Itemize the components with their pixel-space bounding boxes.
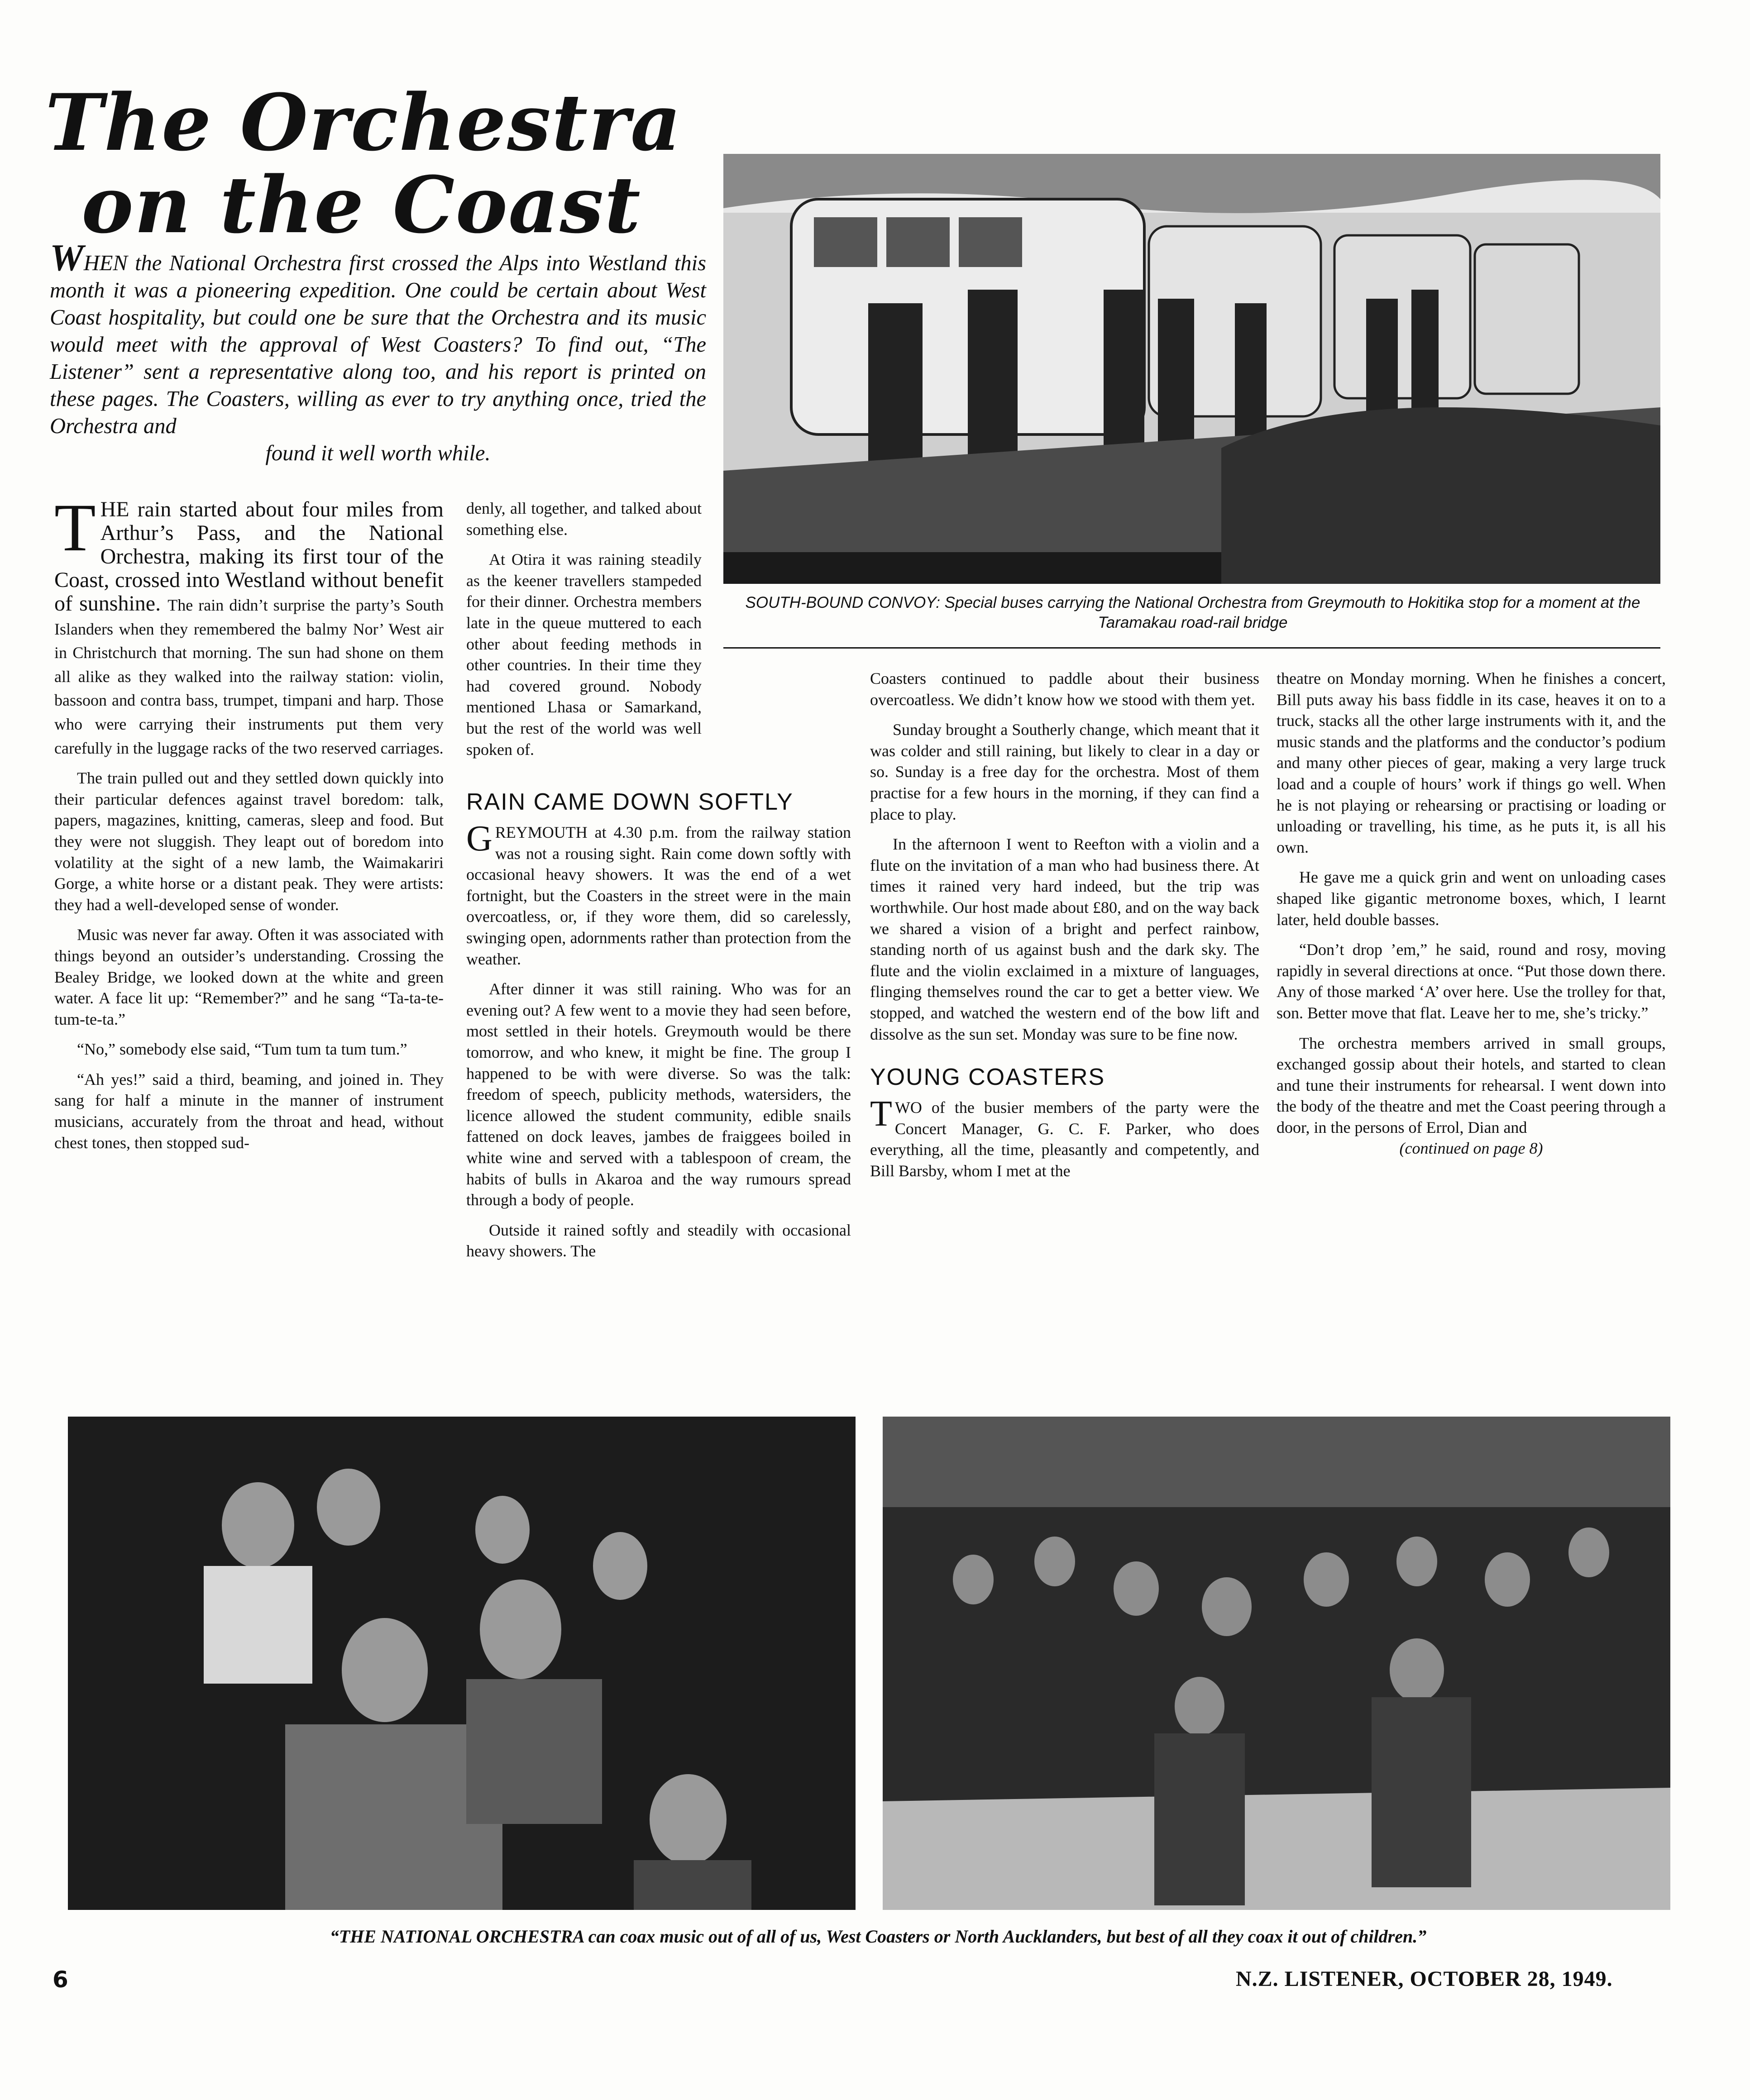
intro-last-line: found it well worth while. [265, 441, 491, 465]
subhead-young-coasters: YOUNG COASTERS [870, 1064, 1105, 1091]
column-1-p3: Music was never far away. Often it was associated with things beyond an outsider’s understanding. Crossing the Bealey Bridge, we looked down at the white and green water. A face lit up: “Remember?” and he sang “Ta-ta-te-tum-te-ta.” [54, 926, 444, 1028]
headline-line-2: on the Coast [81, 159, 641, 251]
intro-drop-cap: W [50, 237, 84, 279]
column-1 [54, 490, 444, 1153]
column-3-p2: Sunday brought a Southerly change, which meant that it was colder and still raining, but likely to clear in a day or so. Sunday is a free day for the orchestra. Most of them practise for a few hours in the morning, if they can find a place to play. [870, 721, 1259, 823]
column-3-p4-text: WO of the busier members of the party were the Concert Manager, G. C. F. Parker, who does everything, all the time, pleasantly and competently, and Bill Barsby, whom I met at the [870, 1098, 1259, 1180]
column-1-lead [54, 490, 444, 759]
column-1-p2: The train pulled out and they settled down quickly into their particular defences against travel boredom: talk, papers, magazines, knitting, cameras, sleep and food. But they were not sluggish. They leapt out of boredom into volatility at the sight of a new lamb, the Waimakariri Gorge, a white horse or a distant peak. They were artists: they had a well-developed sense of wonder. [54, 769, 444, 914]
subhead-rain: RAIN CAME DOWN SOFTLY [466, 789, 794, 815]
column-3-p1: Coasters continued to paddle about their business overcoatless. We didn’t know how we stood with them yet. [870, 669, 1259, 709]
column-3-drop-cap: T [870, 1094, 892, 1134]
headline [45, 76, 715, 251]
column-1-p1: The rain didn’t surprise the party’s South Islanders when they remembered the balmy Nor’ West air in Christchurch that morning. The sun had shone on them all alike as they walked into the railway station: violin, bassoon and contra bass, trumpet, timpani and harp. Those who were carrying their instruments put them very carefully in the luggage racks of the two reserved carriages. [54, 596, 444, 757]
column-2-drop-cap: G [466, 819, 492, 859]
column-2-p2: At Otira it was raining steadily as the keener travellers stampeded for their dinner. Orchestra members late in the queue muttered to each other about feeding methods in other countries. In their time they had covered ground. Nobody mentioned Lhasa or Samarkand, but the rest of the world was well spoken of. [466, 550, 702, 759]
headline-line-1: The Orchestra [45, 76, 682, 168]
column-1-lead-text: HE rain started about four miles from Arthur’s Pass, and the National Orchestra, making its first tour of the Coast, crossed into Westland without benefit of sunshine. [54, 497, 444, 616]
children-seated-image [68, 1417, 856, 1910]
column-1-p4: “No,” somebody else said, “Tum tum ta tum tum.” [77, 1040, 407, 1059]
intro-text: HEN the National Orchestra first crossed the Alps into Westland this month it was a pioneering expedition. One could be certain about West Coast hospitality, but could one be sure that the Orchestra and its music would meet with the approval of West Coasters? To find out, “The Listener” sent a representative along too, and his report is printed on these pages. The Coasters, willing as ever to try anything once, tried the Orchestra and [50, 251, 706, 438]
column-4-p1: theatre on Monday morning. When he finishes a concert, Bill puts away his bass fiddle in its case, heaves it on to a truck, stacks all the other large instruments with it, and the music stands and the platforms and the conductor’s podium and many other pieces of gear, making a very large truck load and a couple of hours’ work if things go well. When he is not playing or rehearsing or practising or loading or unloading or travelling, his time, as he puts it, is all his own. [1277, 669, 1666, 856]
column-4 [1277, 668, 1666, 1159]
column-2 [466, 498, 702, 760]
column-2-p1: denly, all together, and talked about something else. [466, 499, 702, 539]
caption-rule [723, 647, 1660, 649]
children-photos-caption: “THE NATIONAL ORCHESTRA can coax music out of all of us, West Coasters or North Aucklanders, but best of all they coax it out of children.” [330, 1926, 1427, 1947]
buses-photo [723, 154, 1660, 584]
children-crowd-photo [883, 1417, 1670, 1910]
page-number: 6 [53, 1966, 68, 1993]
column-2-p5: Outside it rained softly and steadily with occasional heavy showers. The [466, 1221, 851, 1260]
column-4-p2: He gave me a quick grin and went on unloading cases shaped like gigantic metronome boxes, which, I learnt later, held double basses. [1277, 868, 1666, 929]
continued-note: (continued on page 8) [1399, 1139, 1543, 1158]
column-4-p3: “Don’t drop ’em,” he said, round and rosy, moving rapidly in several directions at once. “Put those down there. Any of those marked ‘A’ over here. Use the trolley for that, son. Better move that flat. Leave her to me, she’s tricky.” [1277, 940, 1666, 1022]
column-3-p4 [870, 1094, 1259, 1181]
intro-standfirst [50, 237, 706, 467]
children-seated-photo [68, 1417, 856, 1910]
column-1-p5: “Ah yes!” said a third, beaming, and joined in. They sang for half a minute in the manner of instrument musicians, accurately from the throat and head, without chest tones, then stopped sud- [54, 1070, 444, 1152]
column-1-drop-cap: T [54, 490, 96, 565]
column-2-p3-text: REYMOUTH at 4.30 p.m. from the railway station was not a rousing sight. Rain come down softly with occasional heavy showers. It was the end of a wet fortnight, but the Coasters in the street were in the main overcoatless, or, if they wore them, did so carelessly, swinging open, adornments rather than protection from the weather. [466, 823, 851, 968]
buses-photo-caption: SOUTH-BOUND CONVOY: Special buses carrying the National Orchestra from Greymouth to Hokitika stop for a moment at the Taramakau road-rail bridge [745, 594, 1640, 631]
publication-dateline: N.Z. LISTENER, OCTOBER 28, 1949. [1236, 1967, 1613, 1991]
column-2-p3 [466, 819, 851, 969]
column-3-p3: In the afternoon I went to Reefton with a violin and a flute on the invitation of a man who had business there. At times it rained very hard indeed, but the trip was worthwhile. Our host made about £80, and on the way back we shared a vision of a bright and perfect rainbow, standing north of us against bush and the dark sky. The flute and the violin exclaimed in a mixture of languages, flinging themselves round the car to get a better view. We stopped, and watched the western end of the bow lift and dissolve as the sun set. Monday was sure to be fine now. [870, 835, 1259, 1043]
column-4-p4: The orchestra members arrived in small groups, exchanged gossip about their hotels, and started to clean and tune their instruments for rehearsal. I went down into the body of the theatre and met the Coast peering through a door, in the persons of Errol, Dian and [1277, 1034, 1666, 1136]
children-crowd-image [883, 1417, 1670, 1910]
column-3 [870, 668, 1259, 1181]
column-2-p4: After dinner it was still raining. Who was for an evening out? A few went to a movie they had seen before, most settled in their hotels. Greymouth would be there tomorrow, and who knew, it might be fine. The group I happened to be with were diverse. So was the talk: freedom of speech, publicity methods, watersiders, the licence allowed the student community, edible snails fattened on dock leaves, jambes de fraiggees boiled in white wine and served with a tablespoon of cream, the habits of bulls in Akaroa and the way rumours spread through a body of people. [466, 980, 851, 1209]
column-2-lower [466, 788, 851, 1262]
buses-photo-image [723, 154, 1660, 584]
